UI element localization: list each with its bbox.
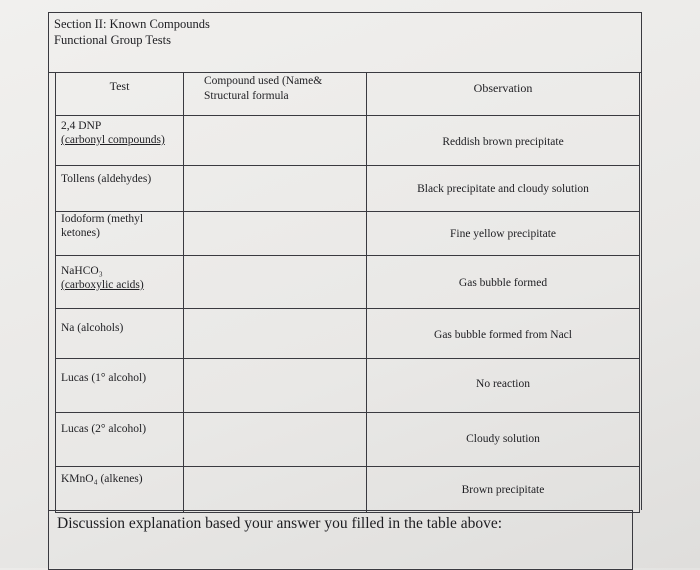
table-row — [56, 166, 640, 212]
compound-cell[interactable] — [184, 116, 367, 166]
observation-text: Black precipitate and cloudy solution — [417, 183, 589, 195]
section-title: Section II: Known Compounds — [54, 17, 210, 31]
observation-text: Fine yellow precipitate — [449, 228, 557, 240]
table-row — [56, 116, 640, 166]
compound-cell[interactable] — [184, 166, 367, 212]
compound-cell[interactable] — [184, 413, 367, 467]
frame-top-line — [48, 72, 642, 73]
test-cell — [56, 413, 184, 467]
discussion-box[interactable] — [48, 510, 633, 570]
observation-cell — [367, 256, 640, 309]
observation-text: Cloudy solution — [466, 433, 540, 445]
column-header-compound-line1: Compound used (Name& — [204, 75, 323, 87]
column-header-compound-line2: Structural formula — [204, 90, 289, 102]
compound-cell[interactable] — [184, 256, 367, 309]
table-row — [56, 256, 640, 309]
test-target: (carboxylic acids) — [61, 279, 144, 291]
observation-text: Gas bubble formed — [458, 277, 548, 289]
test-name: 2,4 DNP — [61, 120, 102, 132]
section-header — [48, 12, 642, 72]
test-name: Na (alcohols) — [61, 322, 124, 334]
section-subtitle: Functional Group Tests — [54, 33, 171, 47]
test-name: NaHCO₃ — [61, 265, 103, 277]
test-cell — [56, 166, 184, 212]
observation-cell — [367, 309, 640, 359]
table-header-row — [56, 73, 640, 116]
column-header-compound — [184, 73, 367, 116]
table-row — [56, 309, 640, 359]
frame-right-line — [641, 72, 642, 510]
observation-cell — [367, 212, 640, 256]
test-cell — [56, 116, 184, 166]
table-row — [56, 413, 640, 467]
observation-text: Reddish brown precipitate — [442, 136, 564, 148]
compound-cell[interactable] — [184, 467, 367, 513]
test-name: Lucas (1° alcohol) — [61, 372, 147, 384]
observation-cell — [367, 413, 640, 467]
observation-cell — [367, 116, 640, 166]
test-cell — [56, 309, 184, 359]
observation-cell — [367, 359, 640, 413]
column-header-test: Test — [56, 73, 184, 116]
column-header-observation: Observation — [367, 73, 640, 116]
test-target: ketones) — [61, 227, 100, 239]
test-name: Lucas (2° alcohol) — [61, 423, 147, 435]
discussion-prompt: Discussion explanation based your answer you filled in the table above: — [57, 515, 503, 532]
compound-cell[interactable] — [184, 359, 367, 413]
frame-left-line — [48, 72, 49, 510]
table-row — [56, 359, 640, 413]
test-cell — [56, 359, 184, 413]
test-cell — [56, 467, 184, 513]
test-name: Tollens (aldehydes) — [61, 173, 152, 185]
compound-cell[interactable] — [184, 309, 367, 359]
observation-cell — [367, 467, 640, 513]
table-row — [56, 467, 640, 513]
test-cell — [56, 212, 184, 256]
test-name: KMnO₄ (alkenes) — [61, 473, 143, 485]
observation-text: Gas bubble formed from Nacl — [434, 329, 572, 341]
test-target: (carbonyl compounds) — [61, 134, 165, 146]
test-cell — [56, 256, 184, 309]
observation-text: No reaction — [476, 378, 530, 390]
compound-cell[interactable] — [184, 212, 367, 256]
test-name: Iodoform (methyl — [61, 213, 144, 225]
observation-cell — [367, 166, 640, 212]
table-row — [56, 212, 640, 256]
observation-text: Brown precipitate — [461, 484, 545, 496]
functional-group-table — [55, 72, 640, 513]
